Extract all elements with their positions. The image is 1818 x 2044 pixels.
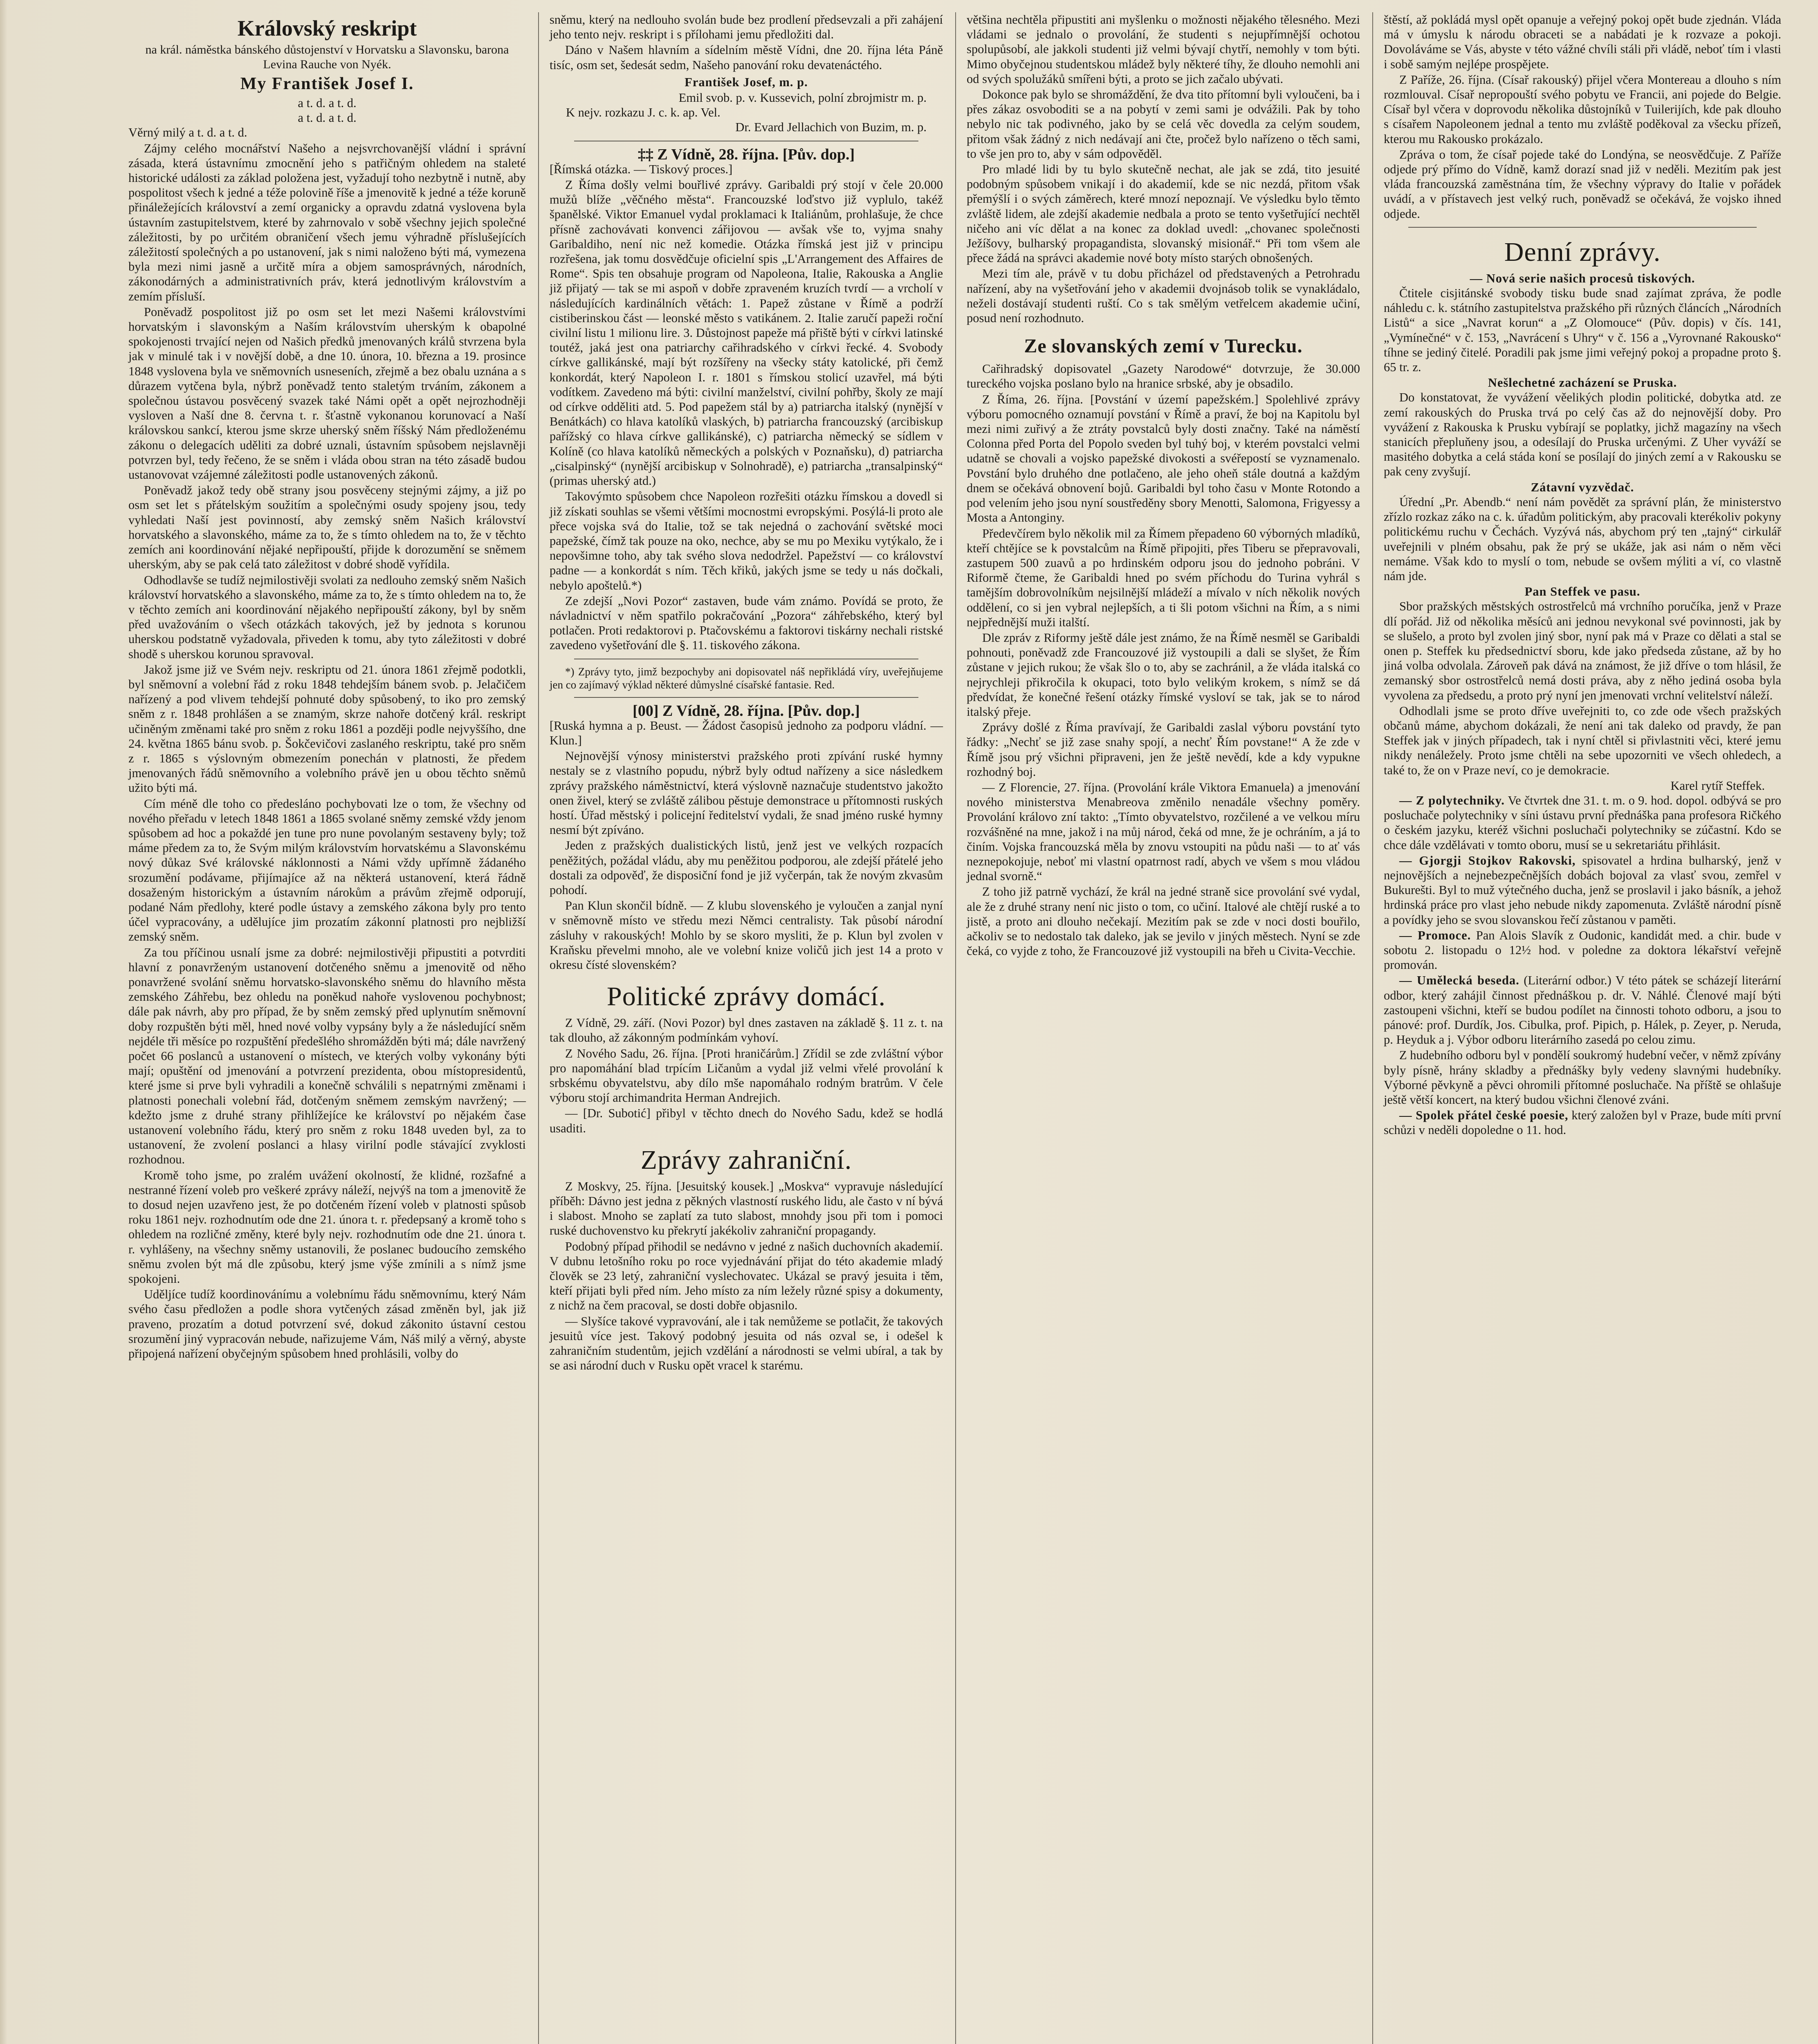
signature: K nejv. rozkazu J. c. k. ap. Vel. <box>566 105 720 120</box>
paragraph: Čtitele cisjitánské svobody tisku bude snad zajímat zpráva, že podle náhledu c. k. státního zastupitelstva pražského při různých článcích „Národních Listů“ a sice „Navrat korun“ a „Z Olomouce“ (Pův. dopis) v čís. 141, „Vymínečné“ v č. 153, „Navrácení s Uhry“ v č. 156 a „Vyrovnané Rakousko“ tíhne se jediný čitelé. Poradili pak jsme jimi veřejný pokoj a propadne proto §. 65 tr. z. <box>1384 286 1781 374</box>
paragraph: Poněvadž jakož tedy obě strany jsou posvěceny stejnými zájmy, a již po osm set let s přátelským soužitím a společnými osudy spojeny jsou, tedy vyhledati Naší jest povinností, aby zemský sněm Našich království horvatského a slavonského, máme za to, že s tímto ohledem na to, že v těchto zemích ani koordinování nějaké nepřipouští, přijde k dorozumění se sněmem uherským, aby se pak celá tato záležitost v dobré shodě vyřídila. <box>128 483 526 572</box>
news-heading: Zátavní vyzvědač. <box>1531 480 1634 494</box>
paragraph: Jeden z pražských dualistických listů, jenž jest ve velkých rozpacích peněžitých, požádal vládu, aby mu peněžitou podporou, ale zdejší přátelé jeho dostali za odpověď, že disposiční fond je již vyčerpán, tak že novým zkvasům pohodí. <box>550 838 943 897</box>
paragraph: — [Dr. Subotić] přibyl v těchto dnech do Nového Sadu, kdež se hodlá usaditi. <box>550 1106 943 1135</box>
column-2 <box>544 12 949 2044</box>
signature: František Josef, m. p. <box>685 75 808 89</box>
article-subtitle: na král. náměstka bánského důstojenství v Horvatsku a Slavonsku, barona Levina Rauche von Nyék. <box>145 43 509 71</box>
paragraph: Nejnovější výnosy ministerstvi pražského proti zpívání ruské hymny nestaly se z vlastního popudu, nýbrž byly odtud nařízeny a sice následkem zprávy pražského náměstnictví, která výslovně naznačuje studentstvo jakožto onen živel, který se zvláště zálibou pěstuje demonstrace u přítomnosti ruských hostí. Úřad městský i policejní ředitelství vydali, že snad jméno ruské hymny nesmí být zpíváno. <box>550 749 943 837</box>
dispatch-heading: ‡‡ Z Vídně, 28. října. [Pův. dop.] <box>637 146 855 163</box>
paragraph: Do konstatovat, že vyvážení věelikých plodin politické, dobytka atd. ze zemí rakouských do Pruska trvá po celý čas až do nejnovější doby. Pro vyvážení z Rakouska k Prusku vybírají se poplatky, jichž magazíny na všech stanicích přepluňeny jsou, a odesílají do Pruska určenými. Z Uher vyváží se masitého dobytka a celá stáda koní se posílají do jiných zemí a v Rakousku se pak ceny zvyšují. <box>1384 390 1781 479</box>
paragraph: Zprávy došlé z Říma pravívají, že Garibaldi zaslal výboru povstání tyto řádky: „Nechť se již zase snahy spojí, a nechť Řím povstane!“ A že zde v Římě jsou prý všichni připraveni, jen že ještě nevědí, kde a kdy vypukne rozhodný boj. <box>967 720 1360 779</box>
dispatch-heading: [00] Z Vídně, 28. října. [Pův. dop.] <box>633 702 860 719</box>
signature: Dr. Evard Jellachich von Buzim, m. p. <box>735 120 927 134</box>
paragraph: Zájmy celého mocnářství Našeho a nejsvrchovanější vládní i správní zásada, která ústavnímu zmocnění jeho s patřičným ohledem na staleté historické události za základ položena jest, vyžadují toho nezbytně i nutně, aby pospolitost všech k jedné a téže polovině říše a jmenovitě k jedné a téže koruně přináležejících království a zemí organicky a opravdu zdatná vyslovena byla ústavním zastupitelstvem, které by zahrnovalo v sobě všechny jejich společné záležitosti, by po určitém obraničení všech jemu výhradně příslušejících záležitostí společných a po ustanovení, jak s nimi naloženo býti má, vymezena byla mezi nimi jasně a určitě míra a objem samosprávných, národních, zákonodárných a administrativních práv, která jednotlivým královstvím a zemím přísluší. <box>128 141 526 303</box>
paragraph: Z Paříže, 26. října. (Císař rakouský) přijel včera Montereau a dlouho s ním rozmlouval. Císař nepropouští svého pobytu ve Francii, ani pojede do Belgie. Císař byl včera v doprovodu několika důstojníků v Tuilerijích, kde pak dlouho s císařem Napoleonem jednal a tento mu zvláště poděkoval za všecku přízeň, kterou mu Rakousko prokázalo. <box>1384 72 1781 146</box>
news-heading: — Gjorgji Stojkov Rakovski, <box>1399 853 1576 867</box>
paragraph <box>1384 793 1781 852</box>
dispatch-lead: [Ruská hymna a p. Beust. — Žádost časopisů jednoho za podporu vládní. — Klun.] <box>550 718 943 747</box>
section-title: Zprávy zahraniční. <box>640 1145 852 1175</box>
paragraph <box>1384 928 1781 973</box>
paragraph: Z Moskvy, 25. října. [Jesuitský kousek.] „Moskva“ vypravuje následující příběh: Dávno jest jedna z pěkných vlastností ruského lidu, ale často v ní bývá i slabost. Mnoho se zaplatí za tuto slabost, mnohdy jsou při tom i pomoci ruské duchovenstvo ku překrytí jakékoliv zahraniční propagandy. <box>550 1179 943 1238</box>
paragraph: Z Říma, 26. října. [Povstání v území papežském.] Spolehlivé zprávy výboru pomocného oznamují povstání v Římě a praví, že boj na Kapitolu byl mezi nimi zuřivý a že ztráty povstalců byly dosti značny. Také na náměstí Colonna před Porta del Popolo sveden byl tuhý boj, v kterém povstalci velmi udatně se chovali a vojsko papežské divokosti a svéřepostí se vyznamenalo. Povstání bylo druhého dne potlačeno, ale jeho oheň stále doutná a každým dnem se očekává obnovení bojů. Garibaldi byl toho času v Monte Rotondo a pod velením jeho jsou nyní soustředěny sbory Menotti, Salomona, Frigyessy a Mosta a Antonginy. <box>967 392 1360 525</box>
article-title: Královský reskript <box>237 16 417 40</box>
monarch-titles: a t. d. a t. d. <box>298 111 357 125</box>
news-text: Ve čtvrtek dne 31. t. m. o 9. hod. dopol. odbývá se pro posluchače polytechniky v síni ústavu první přednáška pana profesora Ričkého o českém jazyku, kteréž všichni posluchači polytechniky se zúčastní. Kdo se chce dále vzdělávati v tomto oboru, musí se u sekretariátu přihlásit. <box>1384 793 1781 852</box>
column-rule <box>538 12 539 2044</box>
paragraph: Cařihradský dopisovatel „Gazety Narodowé“ dotvrzuje, že 30.000 tureckého vojska poslano bylo na hranice srbské, aby je obsadilo. <box>967 362 1360 391</box>
paragraph: Sbor pražských městských ostrostřelců má vrchního poručíka, jenž v Praze dlí pořád. Již od několika měsíců ani jednou nevykonal své povinnosti, jak by se slušelo, a proto byl zvolen jiný sbor, nyní pak má v Praze co dělati a stal se onen p. Steffek ku předsednictví sboru, kde jako předseda zůstane, až by ho jiná volba odvolala. Zároveň pak dává na známost, že již dříve o tom hlásil, že zemanský sbor ostrostřelců nemá dosti práva, aby z něho jediná osoba byla vyvolena za předsedu, a proto prý nyní jen jmenovati vrchní velitelství náleží. <box>1384 599 1781 702</box>
paragraph: Jakož jsme již ve Svém nejv. reskriptu od 21. února 1861 zřejmě podotkli, byl sněmovní a volební řád z roku 1848 tehdejším bánem svob. p. Jelačičem nařízený a pod vlivem tehdejší pohnuté doby spůsobený, to iko pro zemský sněm z r. 1848 prohlášen a se znamým, skrze nahoře dotčený král. reskript učiněným změnami také pro sněm z roku 1861 a později podle nejvyššího, dne 24. května 1865 bánu svob. p. Šokčevičovi zaslaného reskriptu, také pro sněm z r. 1865 s výslovným obmezením ponechán v platnosti, že předem jmenovaných řádů sněmovního a volebního právě jen u obou těchto sněmů užito býti má. <box>128 662 526 795</box>
news-heading: — Umělecká beseda. <box>1399 973 1519 988</box>
paragraph: Cím méně dle toho co předesláno pochybovati lze o tom, že všechny od nového přeřadu v letech 1848 1861 a 1865 svolané sněmy zemské vždy jenom spůsobem ad hoc a pokaždé jen tune pro nune povolaným sestaveny byly; tož máme předem za to, že Svým milým královstvím horvatskému a Slavonskému nový důkaz Své královské náklonnosti a Námi vždy upřímně žádaného srozumění podávame, přijímajíce až na některá ustanovení, která řádně dosaženým historickým a ústavním nárokům a právům zřejmě odporují, podané Nám předlohy, které podle ústavy a zemského zákona byly pro tento účel vypracovány, a udělujíce jim prozatím zákonní platnosti pro nejbližší zemský sněm. <box>128 796 526 944</box>
divider <box>574 697 918 698</box>
column-4 <box>1378 12 1787 2044</box>
paragraph <box>1384 853 1781 927</box>
dispatch-lead: [Římská otázka. — Tiskový proces.] <box>550 162 733 176</box>
paragraph: Poněvadž pospolitost již po osm set let mezi Našemi královstvími horvatským i slavonským a Naším královstvím uherským k obapolné spokojenosti trvající nejen od Našich předků jmenovaných králů stvrzena byla jak v minulé tak i v novější době, a dne 10. února, 10. března a 19. prosince 1848 vyslovena byla ve sněmovních usneseních, zřejmě a bez obalu uznána a s důrazem vytčena byla, nýbrž poněvadž tento staletým trváním, zákonem a společnou ústavou posvěcený svazek také Námi opět a opět nejrozhodněji vysloven a Naší dne 8. června t. r. šťastně vykonanou korunovací a Naší královskou sankcí, kterou jsme skrze uherský sněm říšský Nám předloženému zákonu o delegacích uděliti za dobré uznali, ústavním spůsobem nejslavněji potvrzen byl, tedy řečeno, že se sněm i vláda obou stran na této zásadě budou ustanovovat vzájemné záležitosti podle ustanovených zákonů. <box>128 305 526 482</box>
footnote: *) Zprávy tyto, jimž bezpochyby ani dopisovatel náš nepřikládá víry, uveřejňujeme jen co zajímavý výklad některé důmyslné císařské fantasie. Red. <box>550 665 943 691</box>
paragraph: Z Vídně, 29. září. (Novi Pozor) byl dnes zastaven na základě §. 11 z. t. na tak dlouho, až zákonným podmínkám vyhoví. <box>550 1016 943 1045</box>
news-heading: — Spolek přátel české poesie, <box>1399 1108 1569 1123</box>
divider <box>1408 227 1757 228</box>
paragraph: Odhodlali jsme se proto dříve uveřejniti to, co zde ode všech pražských občanů máme, abychom dokázali, že není ani tak daleko od pravdy, že pan Steffek jak v jiných případech, tak i nyní chtěl si přivlastniti věci, které jemu nikdy nenáležely. Proto jsme chtěli na sebe upozorniti ve všech ohledech, a také to, že on v Praze neví, co je demokracie. <box>1384 704 1781 777</box>
news-text: Pan Alois Slavík z Oudonic, kandidát med. a chir. bude v sobotu 2. listopadu o 12½ hod. v poledne za doktora lékařství veřejně promován. <box>1384 928 1781 972</box>
column-1 <box>123 12 532 2044</box>
paragraph: Podobný případ přihodil se nedávno v jedné z našich duchovních akademií. V dubnu letošního roku po roce vyjednávání přijat do této akademie mladý člověk se 23 letý, zahraniční vyslechovatec. Ukázal se pravý jesuita i těm, kteří přijati byli před ním. Jeho místo za ním ležely různé spisy a dokumenty, z nichž na čem pracoval, se dosti dobře objasnilo. <box>550 1239 943 1313</box>
paragraph: Dle zpráv z Riformy ještě dále jest známo, že na Římě nesměl se Garibaldi pohnouti, poněvadž zde Francouzové již vystoupili a dali se slyšet, že Řím zůstane v jejich rukou; že však šlo o to, aby se zachránil, a že vláda italská co nejrychleji přikročila k okupaci, toto bylo velikým krokem, s nímž se dá předvídat, že konečné řešení otázky římské vysloví se tak, jak se to národ italský přeje. <box>967 630 1360 719</box>
news-heading: Pan Steffek ve pasu. <box>1524 585 1641 599</box>
paragraph: Odhodlavše se tudíž nejmilostivěji svolati za nedlouho zemský sněm Našich království horvatského a slavonského, máme za to, že s tímto ohledem na to, že v těchto zemích ani koordinování nějakého nepřipouští zákony, byl by sněm před uvažováním o všech otázkách takových, jež by jednota s korunou uherskou podstatně vyžadovala, přiveden k tomu, aby tyto záležitosti v dobré shodě s uherskou korunou spravoval. <box>128 573 526 661</box>
paragraph: Z toho již patrně vychází, že král na jedné straně sice provolání své vydal, ale že z druhé strany není nic jisto o tom, co učiní. Italové ale chtějí ruské a to jistě, a proto ani dlouho nečekají. Mezitím pak se zde v noci dosti bouřilo, ačkoliv se to nedostalo tak daleko, jak se jevilo v jiných městech. Nyní se zde čeká, co vyjde z toho, že Francouzové již vystoupili na břeh u Civita-Vecchie. <box>967 885 1360 958</box>
paragraph: Dáno v Našem hlavním a sídelním městě Vídni, dne 20. října léta Páně tisíc, osm set, šedesát sedm, Našeho panování roku devatenáctého. <box>550 43 943 72</box>
news-text: který založen byl v Praze, bude míti první schůzi v neděli dopoledne o 11. hod. <box>1384 1108 1781 1137</box>
signature: Karel rytíř Steffek. <box>1670 778 1765 793</box>
paragraph: Předevčírem bylo několik mil za Římem přepadeno 60 výborných mladíků, kteří chtějíce se k povstalcům na Římě připojiti, přes Tiberu se přepravovali, zastupem 500 zuavů a po hrdinském odporu jsou do jednoho pobráni. V Riformě čteme, že Garibaldi hned po svém příchodu do Turina vyhrál s tamějším dobrovolníkům nejsilnější mládeží a mívalo v ních několik nových oddělení, co si jen vybral nejlepších, a ti šli potom všichni na Řím, a s nimi nejpřednější muži italští. <box>967 526 1360 629</box>
column-rule <box>1372 12 1373 2044</box>
paragraph: sněmu, který na nedlouho svolán bude bez prodlení předsevzali a při zahájení jeho tento nejv. reskript i s přílohami jemu předložiti dal. <box>550 13 943 42</box>
paragraph <box>1384 1108 1781 1137</box>
paragraph: Uděljíce tudíž koordinovánímu a volebnímu řádu sněmovnímu, který Nám svého času předložen a podle shora vytčených zásad změněn byl, jak již praveno, prozatím a dotud potvrzení své, dokud zákonito ústavní cestou srozumění jiný vypracován nebude, nařizujeme Vám, Náš milý a věrný, abyste připojená nařízení obyčejným spůsobem hned prohlásili, volby do <box>128 1287 526 1361</box>
news-heading: — Promoce. <box>1399 928 1471 942</box>
paragraph: Zpráva o tom, že císař pojede také do Londýna, se neosvědčuje. Z Paříže odjede prý přímo do Vídně, kamž dorazí snad již v neděli. Mezitím pak jest vláda francouzská zaměstnána tím, že všechny výpravy do Italie v pořádek uvádí, a v přístavech jest velký ruch, poněvadž se očekává, že vojsko ihned odjede. <box>1384 147 1781 221</box>
news-text: spisovatel a hrdina bulharský, jenž v nejnovějších a nejnebezpečnějších dobách bojoval za vlasť svou, zemřel v Bukurešti. Byl to muž výtečného ducha, jenž se proslavil i jako básník, a jehož hrdinská práce pro vlast jeho nebude nikdy zapomenuta. Zvláště národní písně a povídky jeho se svou slovanskou řečí zůstanou v paměti. <box>1384 853 1781 927</box>
section-title: Denní zprávy. <box>1504 237 1661 267</box>
column-3 <box>961 12 1366 2044</box>
section-title: Politické zprávy domácí. <box>607 982 886 1012</box>
paragraph: Úřední „Pr. Abendb.“ není nám povědět za správní plán, že ministerstvo zřízlo rozkaz záko na c. k. úřadům politickým, aby pracovali kterékoliv pokyny politickému ruchu v Čechách. Vyzývá nás, abychom prý ten „tajný“ cirkulář uveřejnili v plném obsahu, pak že prý se ukáže, jak asi nám o něm věci nemáme. Však kdo to myslí o tom, nebude se ovšem mýliti a ví, co vlastně nám jde. <box>1384 495 1781 583</box>
column-rule <box>955 12 956 2044</box>
paragraph <box>1384 973 1781 1047</box>
paragraph: Kromě toho jsme, po zralém uvážení okolností, že klidné, rozšafné a nestranné řízení voleb pro veškeré zprávy náleží, nejvýš na tom a jmenovitě že to dosud nejen uzavřeno jest, že po dotčeném řízení voleb v platnosti spůsob roku 1861 nejv. rozhodnutím ode dne 21. února t. r. předepsaný a kromě toho s ohledem na rozličné změny, které byly nejv. rozhodnutím ode dne 21. února t. r. vyhlášeny, na všechny sněmy ustanovili, že poslanec budoucího zemského sněmu zvolen být má dle způsobu, který jsme výše zmínili a s nímž jsme spokojeni. <box>128 1168 526 1286</box>
news-heading: — Nová serie našich procesů tiskových. <box>1470 271 1695 285</box>
paragraph: většina nechtěla připustiti ani myšlenku o možnosti nějakého tělesného. Mezi vládami se jednalo o provolání, že studenti s nejupřímnější ochotou spolupůsobí, ale jakkoli studenti již velmi bývají chytří, nemohly v tom býti. Mimo obyčejnou studentskou mládež byly některé tíhy, že dlouho nemohli ani od svých spolužáků smířeni býti, a proto se jich začalo ubývati. <box>967 13 1360 86</box>
signature: Emil svob. p. v. Kussevich, polní zbrojmistr m. p. <box>678 91 927 105</box>
paragraph: Za tou příčinou usnalí jsme za dobré: nejmilostivěji připustiti a potvrditi hlavní z ponavrženým ustanovení dotčeného sněmu a jmenovitě od něho ponavržené svolání sněmu horvatsko-slavonského sněmu do hlavního města zemského Záhřebu, bez ohledu na poněkud nahoře vyslovenou pochybnost; dále pak návrh, aby pro případ, že by sněm zemský před uplynutím sněmovní doby rozpuštěn býti měl, hned nové volby vypsány byly a že následující sněm nejdéle tři měsíce po rozpuštění předešlého shromážděn býti má; dále navržený počet 66 poslanců a ustanovení o místech, ve kterých volby vykonány býti mají; opuštění od jmenování a potvrzení prezidenta, obou místopresidentů, které jsme si prve byli vyhradili a konečně schválili s nepatrnými změnami i platnosti ponechali volební řád, dotčeným sněmem zemským navržený; — kdežto jsme z druhé strany přihlížejíce ke království po nějakém čase ustanovení volebního řádu, který pro sněm z roku 1848 uveden byl, za to ustanovení, že zvolení poslanci a hlasy virilní podle stávající zvyklosti rozhodnou. <box>128 945 526 1167</box>
paragraph: štěstí, až pokládá mysl opět opanuje a veřejný pokoj opět bude zjednán. Vláda má v úmyslu k národu obraceti se a nabádati je k rozvaze a pokoji. Dovoláváme se Vás, abyste v této vážné chvíli stáli při vládě, neboť tím i vlasti i sobě samým nejlépe prospějete. <box>1384 13 1781 71</box>
monarch-name: My František Josef I. <box>240 74 414 93</box>
paragraph: — Z Florencie, 27. října. (Provolání krále Viktora Emanuela) a jmenování nového ministerstva Menabreova změnilo nenadále všechny poměry. Provolání královo zní takto: „Tímto obyvatelstvo, rozčilené a ve velkou míru rozvášněné na mne, jakož i na můj národ, čeká od mne, že je ochráním, a já to činím. Vojska francouzská měla by znovu vstoupiti na půdu naši — to ať vás neznepokojuje, neboť mi vlastní opatrnost radí, abych ve všem s mou vládou jednal svorně.“ <box>967 780 1360 883</box>
news-heading: Nešlechetné zacházení se Pruska. <box>1488 376 1677 390</box>
paragraph: Z hudebního odboru byl v pondělí soukromý hudební večer, v němž zpívány byly písně, hrány skladby a přednášky byly vedeny slavnými hudebníky. Výborné pěvkyně a pěvci ohromili přítomné posluchače. Na příště se ohlašuje ještě větší koncert, na který budou všichni členové zváni. <box>1384 1048 1781 1107</box>
paragraph: Dokonce pak bylo se shromáždění, že dva tito přítomní byli vyloučeni, ba i přes zákaz osvoboditi se a na pobytí v zemi sami je odvážili. Pak by toho nebylo nic tak podivného, jako by se celá věc dovedla za celým soudem, přitom však žádný z nich nedávají ani čte, pročež bylo nařízeno o těch sami, to vše jen pro to, aby v sám odpověděl. <box>967 87 1360 161</box>
paragraph: Z Říma došly velmi bouřlivé zprávy. Garibaldi prý stojí v čele 20.000 mužů blíže „věčného města“. Francouzské loďstvo již vyplulo, takéž španělské. Viktor Emanuel vydal proklamaci k Italiánům, prohlašuje, že chce přísně zachovávati konvenci zářijovou — avšak vše to, vyjma snahy Garibaldiho, není nic než komedie. Otázka římská jest již v principu rozřešena, jak tomu dosvědčuje oficielní spis „L'Arrangement des Affaires de Rome“. Spis ten obsahuje program od Napoleona, Italie, Rakouska a Anglie již přijatý — tak se mi aspoň v dobře zpraveném kruzích tvrdí — a vrcholí v následujících kardinálních větách: 1. Papež zůstane v Římě a podrží cistiberinskou část — leonské město s vatikánem. 2. Italie zaručí papeži roční civilní listu 1 milionu lire. 3. Důstojnost papeže má přiště býti v církvi latinské toutéž, jaká jest ona patriarchy cařihradského v církvi řecké. 4. Svobody církve gallikánské, mají být rozšířeny na všecky státy katolické, při čemž konkordát, který Napoleon I. r. 1801 s římskou stolicí uzavřel, má býti vodítkem. Zavedeno má býti: civilní manželství, civilní pohřby, školy ze mají od církve odděliti atd. 5. Pod papežem stál by a) patriarcha italský (nynější v Benátkách) co hlava katolíků vlaských, b) patriarcha francouzský (arcibiskup pařížský co hlava církve gallikánské), c) patriarcha německý se sídlem v Kolíně (co hlava katolíků německých a polských v Poznaňsku), d) patriarcha „cisalpinský“ (nynější arcibiskup v Solnohradě), e) patriarcha „transalpinský“ (primas uherský atd.) <box>550 178 943 488</box>
page-fold-edge <box>0 0 7 2044</box>
news-text: (Literární odbor.) V této pátek se scházejí literární odbor, který zahájil činnost přednáškou p. dr. V. Náhlé. Členové mají býti zastoupeni všichni, kteří se budou podílet na činnosti tohoto odboru, a jsou to pánové: prof. Durdík, Jos. Cibulka, prof. Pipich, p. Hálek, p. Zeyer, p. Neruda, p. Heyduk a j. Výbor odboru literárního zasedá po celou zimu. <box>1384 973 1782 1047</box>
paragraph: Pan Klun skončil bídně. — Z klubu slovenského je vyloučen a zanjal nyní v sněmovně místo ve středu mezi Němci centralisty. Tak působí národní zásluhy v rakouských! Mohlo by se skoro mysliti, že p. Klun byl zvolen v Kraňsku převelmi mnoho, ale ve volební knize voličů jich jest 14 a proto v okresu čísté slovenském? <box>550 899 943 972</box>
paragraph: — Slyšíce takové vypravování, ale i tak nemůžeme se potlačit, že takových jesuitů více jest. Takový podobný jesuita od nás ozval se, i odešel k zahraničním studentům, jejich vzdělání a národnosti se velmi ubíral, a tak by se asi národní duch v Rusku opět vracel k starému. <box>550 1314 943 1373</box>
paragraph: Takovýmto spůsobem chce Napoleon rozřešiti otázku římskou a dovedl si již získati souhlas se všemi většími mocnostmi evropskými. Posýlá-li proto ale přece vojska svá do Italie, tož se tak nejedná o zachování světské moci papežské, čímž tak pouze na oko, nechce, aby se mu po Mexiku vytýkalo, že i nepovšimne toho, aby tak svého slova nedodržel. Papežství — co království padne — a konkordát s ním. Těch křiků, jakých jsme se tedy u nás dočkali, nebylo apoštelů.*) <box>550 489 943 592</box>
paragraph: Mezi tím ale, právě v tu dobu přicházel od představených a Petrohradu nařízení, aby na vyšetřování jeho v akademii dvojnásob tolik se vynakládalo, neželi dostávají studenti ruští. Co s tak smělým vetřelcem akademie učiní, posud není rozhodnuto. <box>967 267 1360 325</box>
address-line: Věrný milý a t. d. a t. d. <box>128 126 247 140</box>
news-heading: — Z polytechniky. <box>1399 793 1505 807</box>
paragraph: Z Nového Sadu, 26. října. [Proti hraničárům.] Zřídil se zde zvláštní výbor pro napomáhání blad trpícím Ličanům a vydal již velmi vřelé provolání k srbskému obyvatelstvu, aby dílo mše napomáhalo rodným bratrům. V čele výboru stojí archimandrita Herman Andrejich. <box>550 1046 943 1105</box>
paragraph: Ze zdejší „Novi Pozor“ zastaven, bude vám známo. Povídá se proto, že návladnictví v něm spatřilo pokračování „Pozora“ záhřebského, který byl potlačen. Proti redaktorovi p. Ptačovskému a faktorovi tiskárny nechali ristské zavedeno vyšetřování dle §. 11. tiskového zákona. <box>550 594 943 652</box>
monarch-titles: a t. d. a t. d. <box>298 96 357 110</box>
section-title: Ze slovanských zemí v Turecku. <box>1024 335 1303 357</box>
paragraph: Pro mladé lidi by tu bylo skutečně nechat, ale jak se zdá, tito jesuité podobným spůsobem vnikají i do akademií, kde se nic nezdá, přitom však přemýšlí i o svých záměrech, které mnozí nepoznají. Ve výsledku bylo těmto zvláště lidem, ale zdejší akademie nedbala a proto se tento vyšetřující nechtěl ničeho ani víc dělat a na konec za doklad uvedl: „chovanec společnosti Ježíšovy, bulharský propagandista, slovanský misionář.“ Při tom všem ale přece žádá na správci akademie nové boty místo starých obnošených. <box>967 162 1360 265</box>
